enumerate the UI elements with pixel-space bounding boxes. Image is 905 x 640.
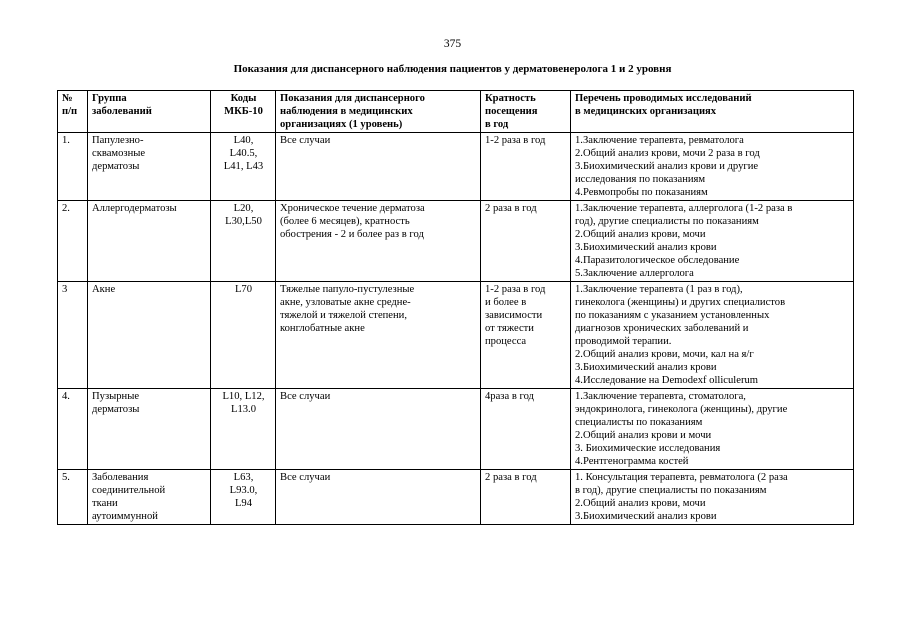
- cell-line: 3. Биохимические исследования: [575, 443, 721, 454]
- page-number: 375: [443, 38, 462, 50]
- cell-line: Все случаи: [280, 472, 331, 483]
- cell-line: 2.: [62, 203, 70, 214]
- cell-line: специалисты по показаниям: [575, 417, 703, 428]
- cell-line: конглобатные акне: [280, 323, 365, 334]
- cell-line: 3.Биохимический анализ крови: [575, 511, 717, 522]
- cell-line: 2.Общий анализ крови, мочи 2 раза в год: [575, 148, 760, 159]
- cell-line: 2.Общий анализ крови, мочи, кал на я/г: [575, 349, 754, 360]
- cell-line: дерматозы: [92, 161, 140, 172]
- cell-line: L13.0: [230, 404, 256, 415]
- cell-line: Заболевания: [92, 472, 149, 483]
- cell-studies: [571, 201, 854, 282]
- cell-codes: [211, 282, 276, 389]
- cell-indications: [276, 133, 481, 201]
- cell-group: [88, 282, 211, 389]
- cell-line: зависимости: [485, 310, 543, 321]
- cell-line: обострения - 2 и более раз в год: [280, 229, 424, 240]
- cell-line: 3.Биохимический анализ крови: [575, 362, 717, 373]
- cell-number: [58, 470, 88, 525]
- cell-line: Все случаи: [280, 135, 331, 146]
- cell-codes: [211, 470, 276, 525]
- cell-line: 4.Ревмопробы по показаниям: [575, 187, 708, 198]
- cell-indications: [276, 282, 481, 389]
- cell-line: 5.: [62, 472, 70, 483]
- cell-line: 1.: [62, 135, 70, 146]
- cell-line: 3.Биохимический анализ крови: [575, 242, 717, 253]
- table-row: [58, 133, 854, 201]
- cell-codes: [211, 389, 276, 470]
- cell-line: Пузырные: [92, 391, 140, 402]
- cell-line: L70: [234, 284, 253, 295]
- cell-line: от тяжести: [485, 323, 534, 334]
- header-group: Группа заболеваний: [88, 91, 211, 133]
- table-row: [58, 470, 854, 525]
- header-indications: Показания для диспансерного наблюдения в медицинских организациях (1 уровень): [276, 91, 481, 133]
- cell-line: 3: [62, 284, 68, 295]
- cell-line: L63,: [233, 472, 254, 483]
- document-title: Показания для диспансерного наблюдения пациентов у дерматовенеролога 1 и 2 уровня: [233, 63, 672, 75]
- cell-line: год), другие специалисты по показаниям: [575, 216, 759, 227]
- cell-line: 2.Общий анализ крови и мочи: [575, 430, 712, 441]
- cell-line: Тяжелые папуло-пустулезные: [280, 284, 415, 295]
- cell-line: 5.Заключение аллерголога: [575, 268, 694, 279]
- table-header-row: [58, 91, 854, 133]
- cell-studies: [571, 282, 854, 389]
- table-body: [58, 133, 854, 525]
- cell-number: [58, 201, 88, 282]
- cell-group: [88, 201, 211, 282]
- cell-line: L40.5,: [229, 148, 258, 159]
- cell-line: ткани: [92, 498, 118, 509]
- cell-frequency: [481, 133, 571, 201]
- header-studies: Перечень проводимых исследований в медицинских организациях: [571, 91, 854, 133]
- cell-line: 4.Исследование на Demodexf olliculerum: [575, 375, 759, 386]
- cell-line: L40,: [233, 135, 254, 146]
- cell-line: Акне: [92, 284, 116, 295]
- table-row: [58, 201, 854, 282]
- cell-line: соединительной: [92, 485, 166, 496]
- cell-line: процесса: [485, 336, 527, 347]
- cell-line: 2 раза в год: [485, 472, 537, 483]
- cell-line: (более 6 месяцев), кратность: [280, 216, 410, 227]
- cell-line: тяжелой и тяжелой степени,: [280, 310, 408, 321]
- cell-codes: [211, 133, 276, 201]
- cell-studies: [571, 389, 854, 470]
- cell-line: 1.Заключение терапевта, ревматолога: [575, 135, 744, 146]
- cell-line: диагнозов хронических заболеваний и: [575, 323, 749, 334]
- cell-indications: [276, 389, 481, 470]
- cell-line: акне, узловатые акне средне-: [280, 297, 411, 308]
- cell-line: дерматозы: [92, 404, 140, 415]
- cell-line: 1.Заключение терапевта, стоматолога,: [575, 391, 746, 402]
- cell-indications: [276, 470, 481, 525]
- cell-line: гинеколога (женщины) и других специалистов: [575, 297, 786, 308]
- cell-frequency: [481, 201, 571, 282]
- cell-studies: [571, 133, 854, 201]
- indications-table: [57, 90, 854, 525]
- cell-number: [58, 133, 88, 201]
- cell-line: 1-2 раза в год: [485, 284, 546, 295]
- cell-line: 1.Заключение терапевта (1 раз в год),: [575, 284, 743, 295]
- cell-number: [58, 282, 88, 389]
- cell-line: исследования по показаниям: [575, 174, 706, 185]
- cell-line: сквамозные: [92, 148, 146, 159]
- cell-number: [58, 389, 88, 470]
- cell-line: L94: [234, 498, 253, 509]
- cell-line: в год), другие специалисты по показаниям: [575, 485, 767, 496]
- cell-line: L93.0,: [229, 485, 258, 496]
- cell-line: 1. Консультация терапевта, ревматолога (2 раза: [575, 472, 788, 483]
- header-codes: Коды МКБ-10: [211, 91, 276, 133]
- cell-line: 1-2 раза в год: [485, 135, 546, 146]
- cell-group: [88, 470, 211, 525]
- cell-frequency: [481, 470, 571, 525]
- cell-line: L30,L50: [225, 216, 262, 227]
- cell-frequency: [481, 389, 571, 470]
- table-row: [58, 282, 854, 389]
- cell-line: 4.: [62, 391, 70, 402]
- cell-line: Папулезно-: [92, 135, 144, 146]
- cell-line: и более в: [485, 297, 527, 308]
- cell-line: 1.Заключение терапевта, аллерголога (1-2 раза в: [575, 203, 793, 214]
- cell-frequency: [481, 282, 571, 389]
- cell-line: Аллергодерматозы: [92, 203, 177, 214]
- cell-line: аутоиммунной: [92, 511, 158, 522]
- cell-line: Хроническое течение дерматоза: [280, 203, 425, 214]
- cell-line: 3.Биохимический анализ крови и другие: [575, 161, 759, 172]
- cell-line: 4раза в год: [485, 391, 534, 402]
- cell-line: L10, L12,: [222, 391, 265, 402]
- cell-group: [88, 389, 211, 470]
- cell-line: Все случаи: [280, 391, 331, 402]
- cell-line: L41, L43: [223, 161, 264, 172]
- cell-indications: [276, 201, 481, 282]
- cell-line: 2.Общий анализ крови, мочи: [575, 498, 706, 509]
- header-number: № п/п: [58, 91, 88, 133]
- cell-line: 2.Общий анализ крови, мочи: [575, 229, 706, 240]
- cell-line: проводимой терапии.: [575, 336, 672, 347]
- header-frequency: Кратность посещения в год: [481, 91, 571, 133]
- cell-line: эндокринолога, гинеколога (женщины), другие: [575, 404, 788, 415]
- cell-codes: [211, 201, 276, 282]
- cell-line: L20,: [233, 203, 254, 214]
- table-row: [58, 389, 854, 470]
- cell-group: [88, 133, 211, 201]
- cell-line: 4.Паразитологическое обследование: [575, 255, 740, 266]
- cell-line: 4.Рентгенограмма костей: [575, 456, 689, 467]
- cell-line: по показаниям с указанием установленных: [575, 310, 770, 321]
- cell-studies: [571, 470, 854, 525]
- cell-line: 2 раза в год: [485, 203, 537, 214]
